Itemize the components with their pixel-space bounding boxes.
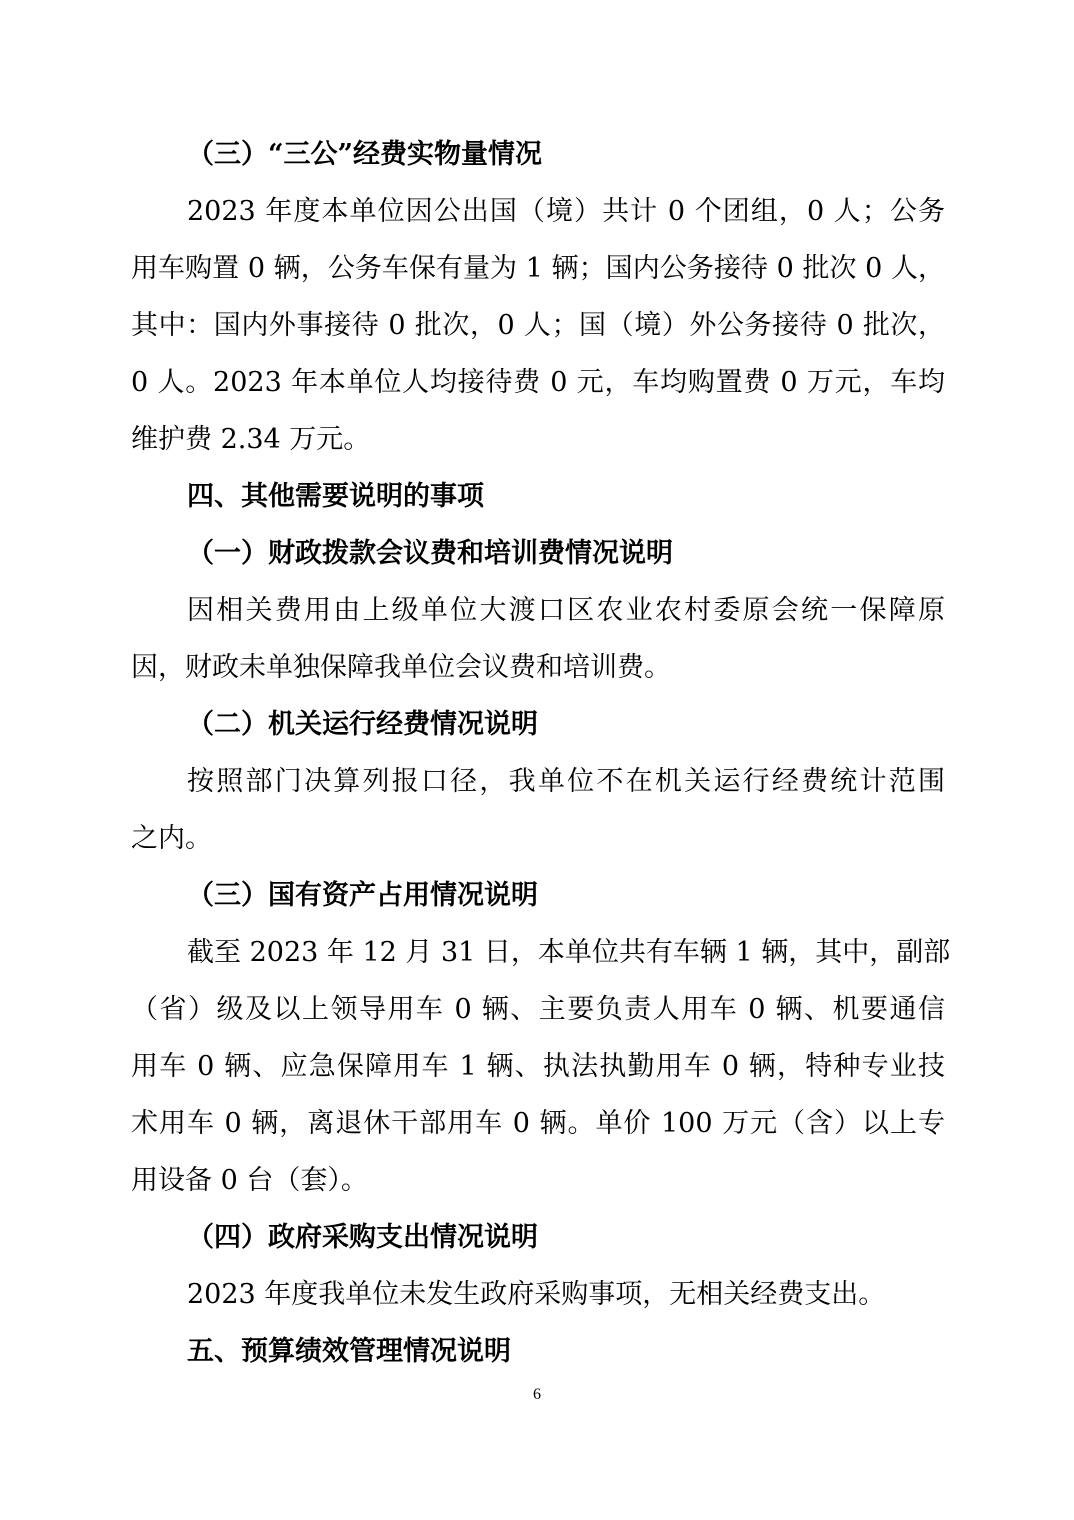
- text-line: 按照部门决算列报口径，我单位不在机关运行经费统计范围: [187, 766, 945, 797]
- text-line: 因相关费用由上级单位大渡口区农业农村委原会统一保障原: [187, 595, 945, 626]
- paragraph: [131, 183, 945, 468]
- text-line: 2023 年度我单位未发生政府采购事项，无相关经费支出。: [187, 1279, 886, 1310]
- text-line: （三）国有资产占用情况说明: [187, 880, 538, 911]
- text-line: 五、预算绩效管理情况说明: [187, 1336, 511, 1367]
- subsection-heading: [131, 696, 945, 753]
- document-body: [131, 126, 951, 1380]
- subsection-heading: [131, 126, 945, 183]
- page-number: 6: [533, 1386, 541, 1403]
- text-line: 术用车 0 辆，离退休干部用车 0 辆。单价 100 万元（含）以上专: [131, 1108, 945, 1139]
- section-heading: [131, 468, 945, 525]
- paragraph: [131, 753, 945, 867]
- subsection-heading: [131, 1209, 945, 1266]
- paragraph: [131, 582, 945, 696]
- subsection-heading: [131, 867, 945, 924]
- text-line: （四）政府采购支出情况说明: [187, 1222, 538, 1253]
- paragraph: [131, 1266, 945, 1323]
- text-line: 0 人。2023 年本单位人均接待费 0 元，车均购置费 0 万元，车均: [131, 367, 945, 398]
- text-line: 用车购置 0 辆，公务车保有量为 1 辆；国内公务接待 0 批次 0 人，: [131, 253, 945, 284]
- text-line: 之内。: [131, 823, 212, 854]
- text-line: 截至 2023 年 12 月 31 日，本单位共有车辆 1 辆，其中，副部: [187, 937, 951, 968]
- text-line: （二）机关运行经费情况说明: [187, 709, 538, 740]
- text-line: 因，财政未单独保障我单位会议费和培训费。: [131, 652, 671, 683]
- text-line: 2023 年度本单位因公出国（境）共计 0 个团组，0 人；公务: [187, 196, 945, 227]
- text-line: 用车 0 辆、应急保障用车 1 辆、执法执勤用车 0 辆，特种专业技: [131, 1051, 945, 1082]
- paragraph: [131, 924, 951, 1209]
- text-line: 维护费 2.34 万元。: [131, 424, 371, 455]
- text-line: 四、其他需要说明的事项: [187, 481, 484, 512]
- text-line: 用设备 0 台（套）。: [131, 1165, 368, 1196]
- section-heading: [131, 1323, 945, 1380]
- text-line: （省）级及以上领导用车 0 辆、主要负责人用车 0 辆、机要通信: [131, 994, 945, 1025]
- text-line: （三）“三公”经费实物量情况: [187, 139, 543, 170]
- text-line: （一）财政拨款会议费和培训费情况说明: [187, 538, 673, 569]
- subsection-heading: [131, 525, 945, 582]
- text-line: 其中：国内外事接待 0 批次，0 人；国（境）外公务接待 0 批次，: [131, 310, 945, 341]
